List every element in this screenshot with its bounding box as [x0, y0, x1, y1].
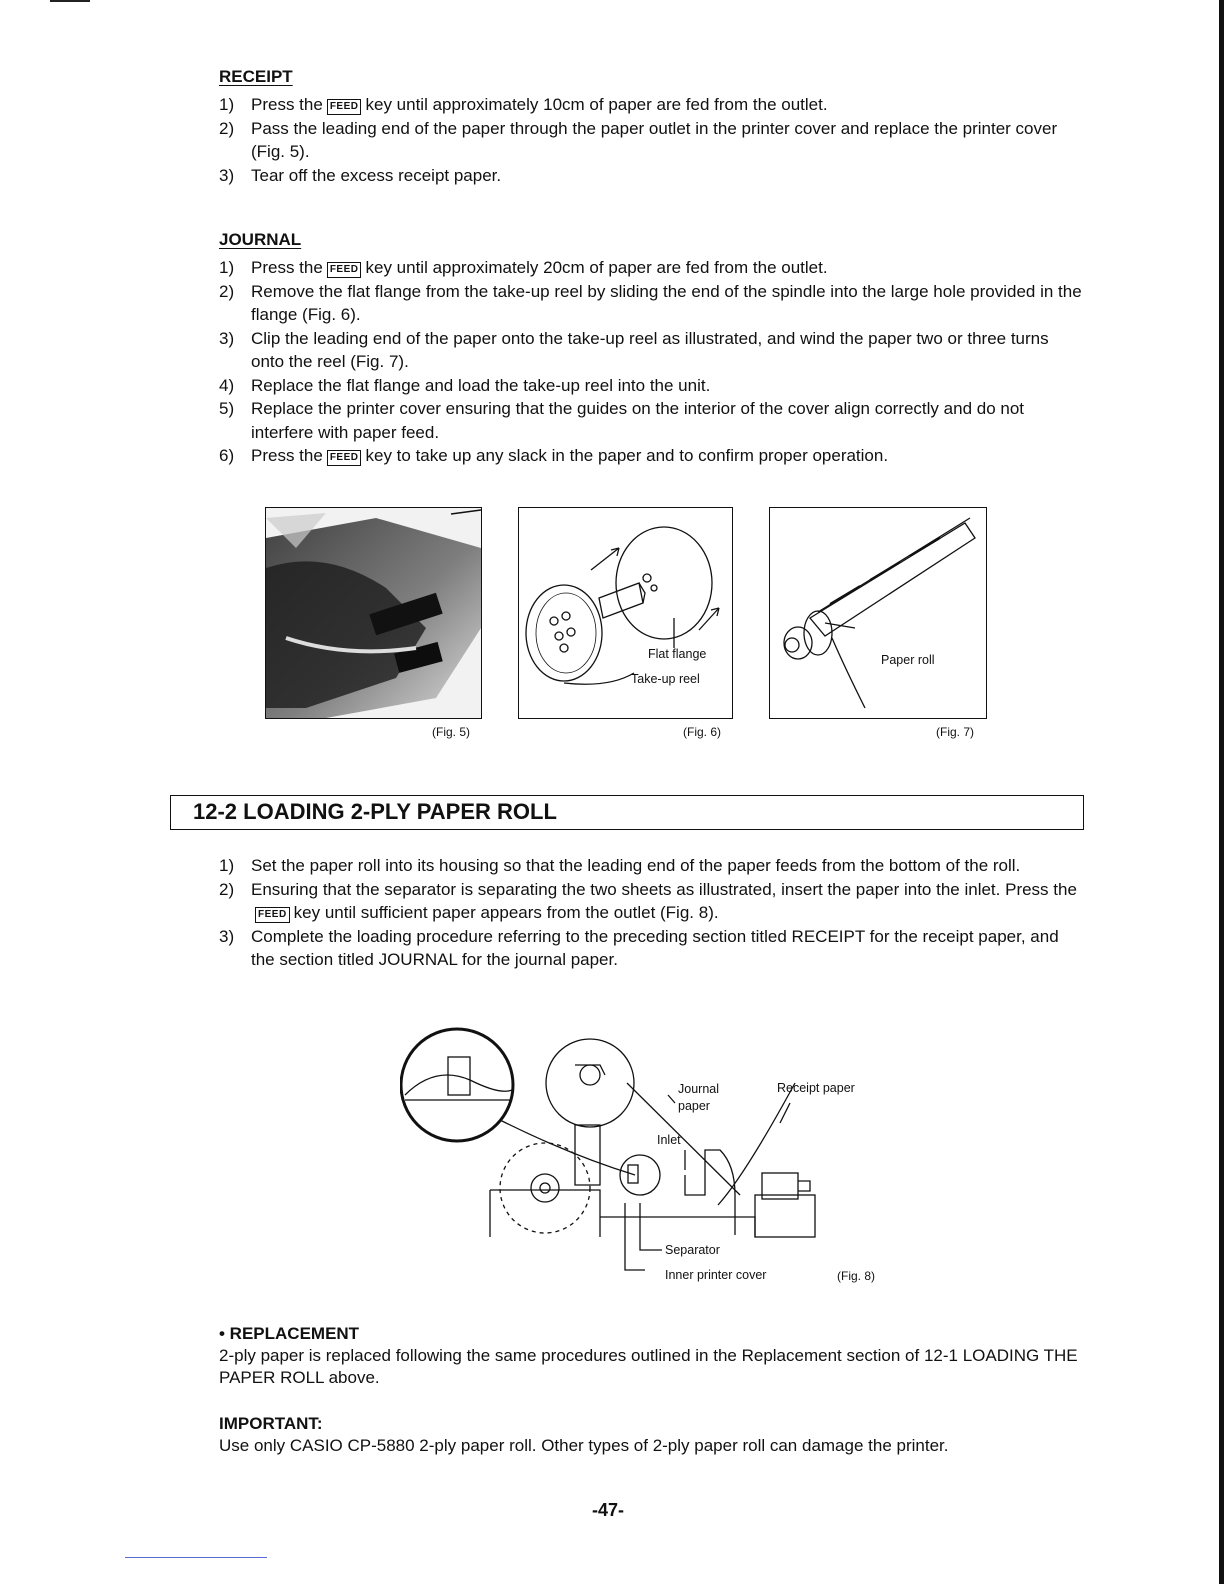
feed-key-icon: FEED	[327, 450, 362, 466]
paper-roll-label: Paper roll	[881, 653, 935, 667]
separator-label: Separator	[665, 1243, 720, 1257]
list-item: 6) Press the FEED key to take up any slack in the paper and to confirm proper operation.	[219, 446, 889, 465]
take-up-reel-drawing	[519, 508, 732, 718]
journal-steps	[219, 256, 1084, 468]
journal-section	[219, 230, 1084, 468]
figure-8-diagram	[400, 1025, 900, 1290]
list-item: 4) Replace the flat flange and load the take-up reel into the unit.	[219, 375, 711, 395]
list-item: 2) Remove the flat flange from the take-up reel by sliding the end of the spindle into the large hole provided in the flange (Fig. 6).	[219, 281, 1082, 324]
two-ply-steps-section	[219, 854, 1084, 972]
figure-6-diagram	[518, 507, 733, 719]
list-item: 2) Ensuring that the separator is separating the two sheets as illustrated, insert the paper into the inlet. Press theFEED key until sufficient paper appears from the outlet (Fig. 8).	[219, 879, 1077, 922]
page-edge-rule	[1219, 0, 1224, 1584]
two-ply-loading-drawing	[400, 1025, 900, 1290]
flat-flange-label: Flat flange	[648, 647, 707, 661]
section-title: 12-2 LOADING 2-PLY PAPER ROLL	[193, 799, 557, 824]
journal-heading: JOURNAL	[219, 230, 302, 249]
inner-printer-cover-label: Inner printer cover	[665, 1268, 767, 1282]
receipt-steps	[219, 93, 1084, 187]
two-ply-steps	[219, 854, 1084, 972]
bottom-rule	[125, 1557, 267, 1558]
replacement-section	[219, 1323, 1084, 1389]
figure-7-caption: (Fig. 7)	[936, 725, 975, 739]
paper-roll-clip-drawing	[770, 508, 986, 718]
figure-8-caption: (Fig. 8)	[837, 1269, 876, 1283]
page-number: -47-	[592, 1500, 625, 1520]
receipt-section	[219, 67, 1084, 187]
take-up-reel-label: Take-up reel	[631, 672, 700, 686]
feed-key-icon: FEED	[327, 262, 362, 278]
journal-label-line1: Journal	[678, 1082, 719, 1096]
list-item: 3) Clip the leading end of the paper onto the take-up reel as illustrated, and wind the paper two or three turns onto the reel (Fig. 7).	[219, 328, 1049, 371]
list-item: 5) Replace the printer cover ensuring that the guides on the interior of the cover align correctly and do not interfere with paper feed.	[219, 399, 1025, 442]
inlet-label: Inlet	[657, 1133, 681, 1147]
list-item: 3) Tear off the excess receipt paper.	[219, 165, 502, 185]
replacement-text: 2-ply paper is replaced following the same procedures outlined in the Replacement section of 12-1 LOADING THE PAPER ROLL above.	[219, 1346, 1078, 1387]
corner-mark	[50, 0, 90, 2]
feed-key-icon: FEED	[255, 907, 290, 923]
important-text: Use only CASIO CP-5880 2-ply paper roll. Other types of 2-ply paper roll can damage the printer.	[219, 1436, 949, 1455]
figure-7-diagram	[769, 507, 987, 719]
feed-key-icon: FEED	[327, 99, 362, 115]
section-title-box	[170, 795, 1084, 830]
important-section	[219, 1413, 1084, 1457]
receipt-paper-label: Receipt paper	[777, 1081, 855, 1095]
figure-6-caption: (Fig. 6)	[683, 725, 722, 739]
list-item: 1) Set the paper roll into its housing so that the leading end of the paper feeds from the bottom of the roll.	[219, 856, 1021, 875]
figure-5-photo	[265, 507, 482, 719]
figure-5-caption: (Fig. 5)	[432, 725, 471, 739]
list-item: 2) Pass the leading end of the paper through the paper outlet in the printer cover and replace the printer cover (Fig. 5).	[219, 118, 1058, 161]
list-item: 1) Press the FEED key until approximately 10cm of paper are fed from the outlet.	[219, 95, 828, 114]
journal-label-line2: paper	[678, 1099, 710, 1113]
important-heading: IMPORTANT:	[219, 1414, 323, 1433]
hand-inserting-paper-photo	[266, 508, 481, 718]
list-item: 1) Press the FEED key until approximately 20cm of paper are fed from the outlet.	[219, 258, 828, 277]
replacement-heading: • REPLACEMENT	[219, 1324, 360, 1343]
receipt-heading: RECEIPT	[219, 67, 293, 86]
list-item: 3) Complete the loading procedure referring to the preceding section titled RECEIPT for the receipt paper, and the section titled JOURNAL for the journal paper.	[219, 926, 1059, 969]
